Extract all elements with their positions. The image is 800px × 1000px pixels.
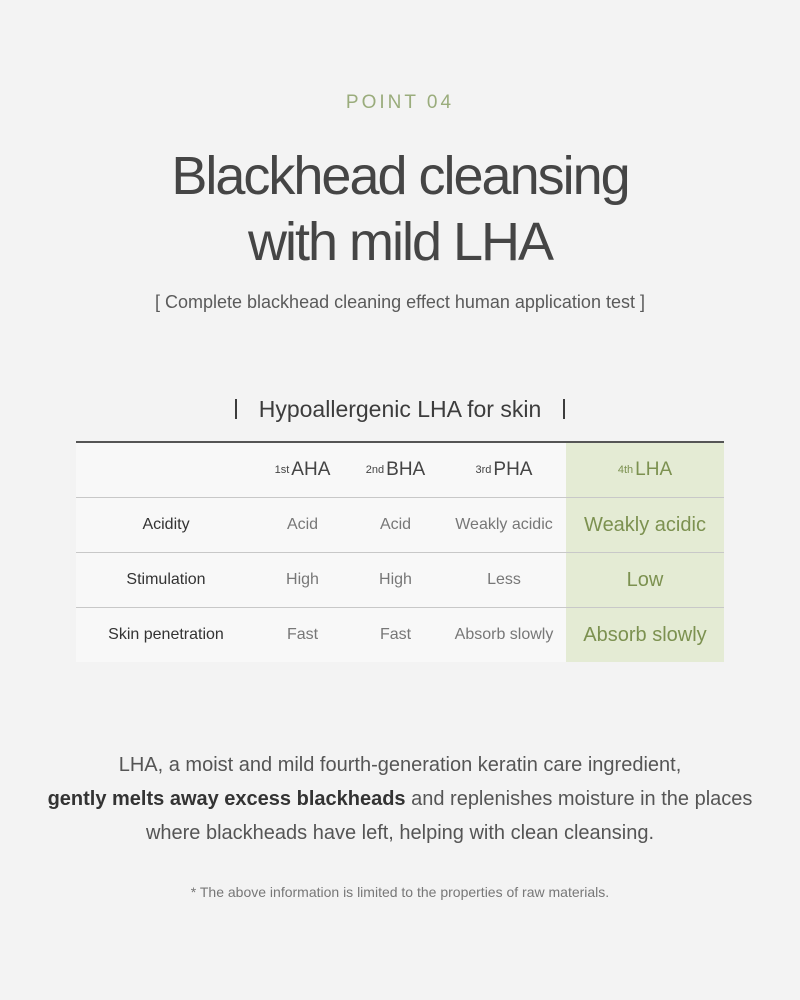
header-aha: [256, 443, 349, 497]
row-label: Skin penetration: [108, 626, 224, 643]
header-bha: [349, 443, 442, 497]
table-cell: High: [286, 571, 319, 588]
header-empty-cell: [76, 443, 256, 497]
table-cell: Absorb slowly: [454, 626, 554, 643]
table-cell-highlight: Weakly acidic: [566, 498, 724, 552]
table-cell: Acid: [286, 516, 319, 533]
ordinal: 2nd: [365, 464, 385, 476]
table-cell-highlight: Absorb slowly: [566, 608, 724, 662]
column-name: AHA: [291, 459, 331, 480]
row-label: Stimulation: [126, 571, 206, 588]
point-label: POINT 04: [345, 92, 455, 113]
table-row-acidity: [76, 498, 724, 553]
ordinal: 3rd: [475, 464, 492, 476]
footnote: * The above information is limited to the properties of raw materials.: [190, 884, 610, 900]
column-name: BHA: [386, 459, 426, 480]
table-cell: Acid: [379, 516, 412, 533]
table-title: [0, 396, 800, 423]
table-title-text: Hypoallergenic LHA for skin: [258, 396, 542, 422]
divider-right: [563, 399, 565, 419]
comparison-table: [76, 441, 724, 662]
table-cell: High: [379, 571, 412, 588]
ordinal: 1st: [274, 464, 290, 476]
table-row-skin-penetration: [76, 608, 724, 662]
description-line-3: where blackheads have left, helping with clean cleansing.: [145, 822, 655, 844]
table-cell-highlight: Low: [566, 553, 724, 607]
ordinal: 4th: [617, 464, 634, 476]
table-cell: Less: [487, 571, 521, 588]
title-line-1: Blackhead cleansing: [171, 146, 629, 206]
table-cell: Weakly acidic: [455, 516, 553, 533]
table-row-stimulation: [76, 553, 724, 608]
column-name: LHA: [635, 459, 673, 480]
column-name: PHA: [493, 459, 533, 480]
description: [0, 748, 800, 850]
description-line-2-rest: and replenishes moisture in the places: [405, 788, 753, 810]
table-cell: Fast: [286, 626, 319, 643]
title-line-2: with mild LHA: [247, 212, 553, 272]
description-emphasis: gently melts away excess blackheads: [47, 788, 406, 810]
subtitle: [ Complete blackhead cleaning effect human application test ]: [155, 292, 645, 312]
description-line-2: [0, 782, 800, 816]
table-cell: Fast: [379, 626, 412, 643]
row-label: Acidity: [142, 516, 190, 533]
table-header-row: [76, 443, 724, 498]
page-title: [0, 143, 800, 275]
header-pha: [442, 443, 566, 497]
header-lha: [566, 443, 724, 497]
description-line-1: LHA, a moist and mild fourth-generation keratin care ingredient,: [118, 754, 682, 776]
divider-left: [235, 399, 237, 419]
